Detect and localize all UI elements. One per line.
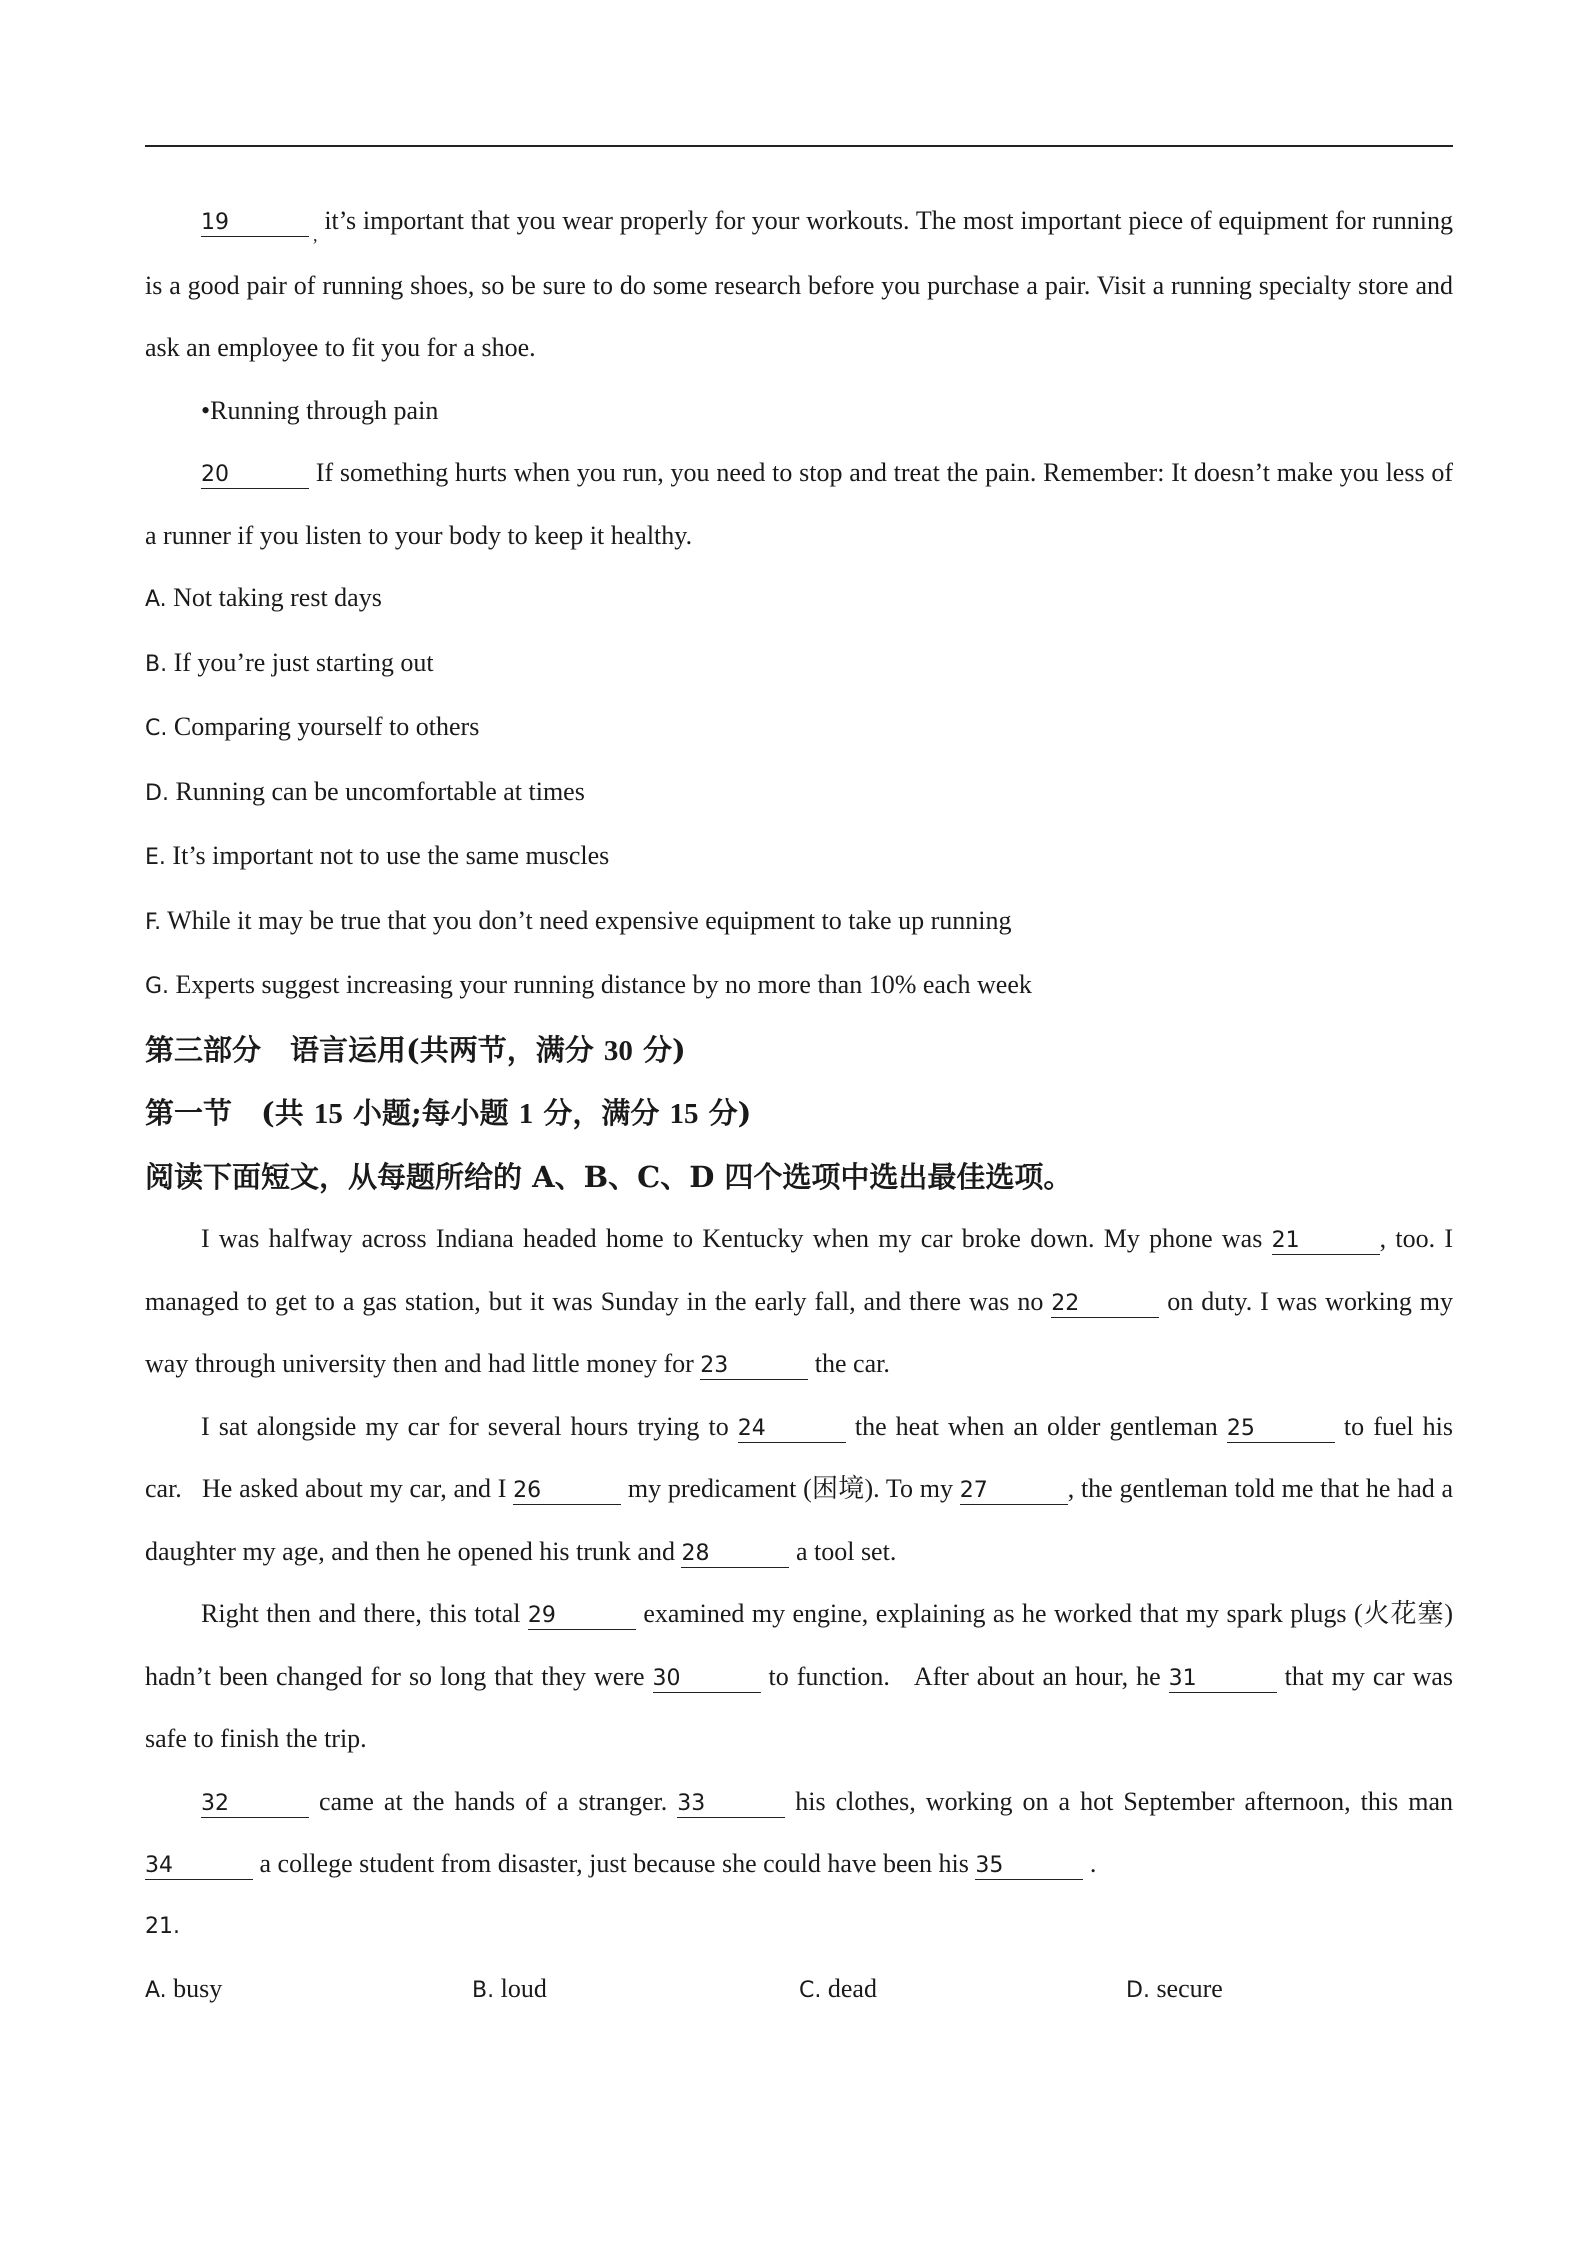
q21-option-a[interactable]: A. busy [145,1974,223,2003]
option-d: D. Running can be uncomfortable at times [145,776,585,806]
blank-29[interactable]: 29 [528,1601,636,1630]
option-g: G. Experts suggest increasing your running distance by no more than 10% each week [145,970,1032,999]
option-a: A. Not taking rest days [145,583,382,612]
q21-option-d[interactable]: D. secure [1126,1974,1223,2003]
passage-paragraph-19: 19 $_,$ it’s important that you wear properly for your workouts. The most important piece of equipment for running is a good pair of running shoes, so be sure to do some research before you purchase a pair. Visit a running specialty store and ask an employee to fit you for a shoe. [145,206,1454,362]
blank-30[interactable]: 30 [653,1664,761,1693]
cloze-paragraph-1: I was halfway across Indiana headed home to Kentucky when my car broke down. My phone was 21 , too. I managed to get to a gas station, but it was Sunday in the early fall, and there was no 22 on duty. I was working my way through university then and had little money for 23 the car. [145,1224,1454,1378]
blank-22[interactable]: 22 [1051,1289,1159,1318]
page-content [145,190,1453,2023]
option-list [145,567,1453,1019]
blank-28[interactable]: 28 [681,1539,789,1568]
paragraph-text: If something hurts when you run, you need to stop and treat the pain. Remember: It doesn’t make you less of a runner if you listen to your body to keep it healthy. [145,458,1453,550]
cloze-paragraph-3: Right then and there, this total 29 examined my engine, explaining as he worked that my spark plugs (火花塞) hadn’t been changed for so long that they were 30 to function. After about an hour, he 31 that my car was safe to finish the trip. [145,1599,1454,1753]
section-one-title: 第一节 (共 15 小题;每小题 1 分，满分 15 分) [145,1096,752,1130]
paragraph-text: it’s important that you wear properly for your workouts. The most important piece of equipment for running is a good pair of running shoes, so be sure to do some research before you purchase a pair. Visit a running specialty store and ask an employee to fit you for a shoe. [145,206,1454,362]
blank-31[interactable]: 31 [1169,1664,1277,1693]
question-number: 21. [145,1913,180,1939]
option-e: E. It’s important not to use the same muscles [145,841,610,870]
blank-33[interactable]: 33 [677,1789,785,1818]
blank-34[interactable]: 34 [145,1851,253,1880]
instruction: 阅读下面短文，从每题所给的 A、B、C、D 四个选项中选出最佳选项。 [145,1159,1073,1194]
blank-24[interactable]: 24 [738,1414,846,1443]
header-rule [145,145,1453,147]
blank-19[interactable]: 19 [201,208,309,237]
blank-23[interactable]: 23 [700,1351,808,1380]
blank-20[interactable]: 20 [201,460,309,489]
cloze-paragraph-4: 32 came at the hands of a stranger. 33 his clothes, working on a hot September afternoon, this man 34 a college student from disaster, just because she could have been his 35 . [145,1786,1454,1878]
q21-option-c[interactable]: C. dead [799,1974,877,2003]
option-b: B. If you’re just starting out [145,647,434,677]
blank-26[interactable]: 26 [513,1476,621,1505]
blank-27[interactable]: 27 [960,1476,1068,1505]
part-three-title: 第三部分 语言运用(共两节，满分 30 分) [145,1032,686,1067]
question-21-options [145,1958,1453,2023]
option-f: F. While it may be true that you don’t need expensive equipment to take up running [145,905,1012,935]
section-heading: •Running through pain [201,395,439,425]
cloze-paragraph-2: I sat alongside my car for several hours trying to 24 the heat when an older gentleman 25 to fuel his car. He asked about my car, and I 26 my predicament (困境). To my 27 , the gentleman told me that he had a daughter my age, and then he opened his trunk and 28 a tool set. [145,1411,1454,1566]
blank-32[interactable]: 32 [201,1789,309,1818]
option-c: C. Comparing yourself to others [145,712,480,741]
blank-25[interactable]: 25 [1227,1414,1335,1443]
q21-option-b[interactable]: B. loud [472,1974,547,2003]
blank-35[interactable]: 35 [975,1851,1083,1880]
blank-21[interactable]: 21 [1272,1226,1380,1255]
passage-paragraph-20 [145,442,1453,567]
